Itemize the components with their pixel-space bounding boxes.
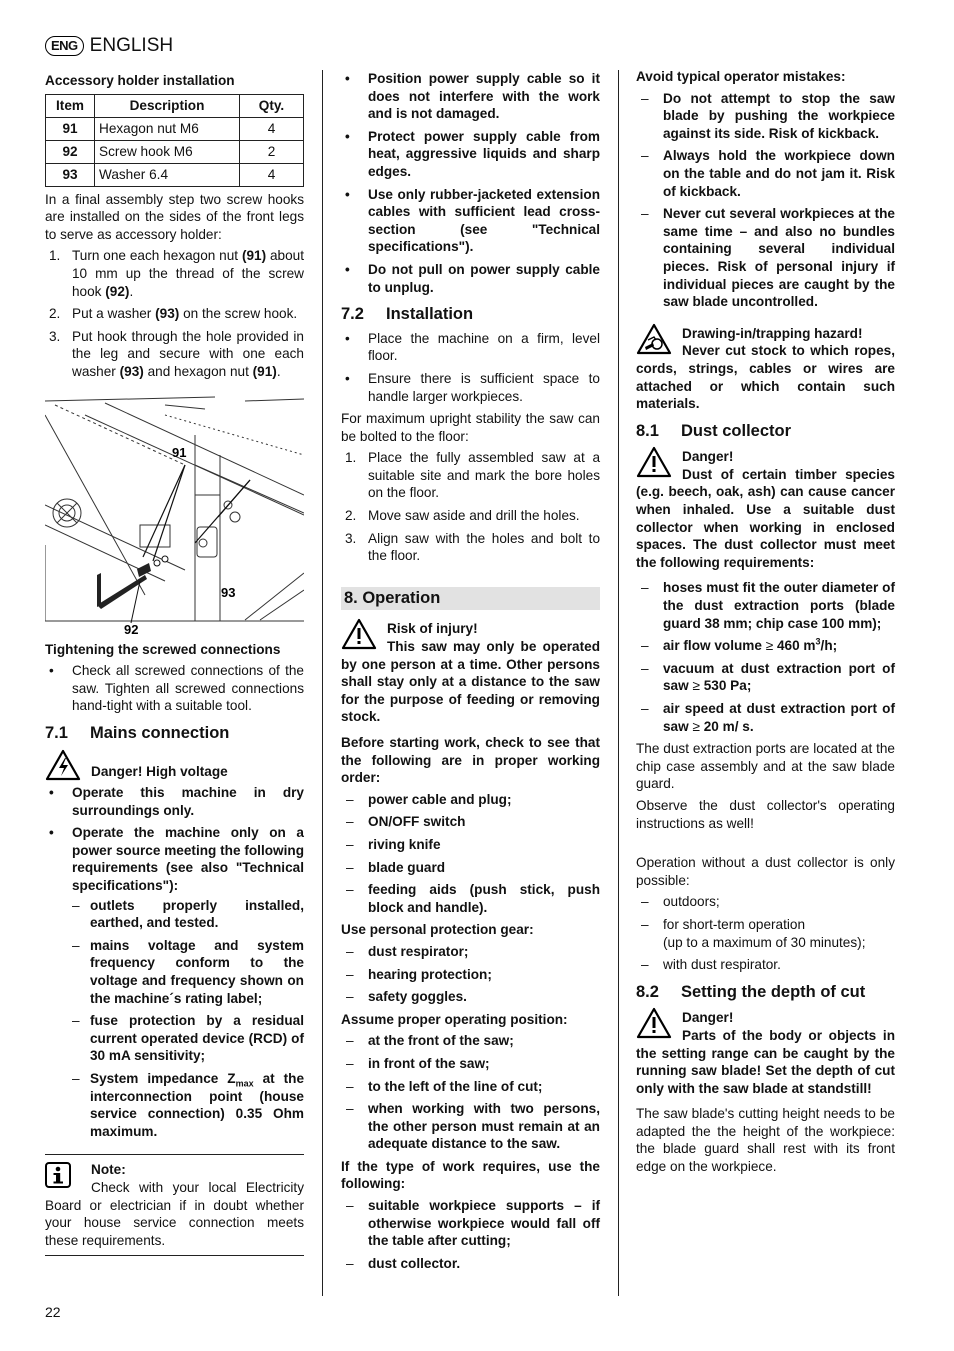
- list-item: • Operate this machine in dry surroundings only.: [49, 785, 304, 818]
- dust-warning: [636, 446, 895, 571]
- warning-title: Risk of injury!: [387, 621, 478, 637]
- list-item: – fuse protection by a residual current operated device (RCD) of 30 mA sensitivity;: [72, 1013, 304, 1064]
- step-number: 3.: [345, 530, 357, 546]
- section-heading-7-2: [341, 306, 600, 324]
- part-ref: (91): [241, 248, 267, 264]
- list-item-text: blade guard: [368, 859, 446, 875]
- list-item: – in front of the saw;: [346, 1055, 490, 1071]
- list-item-text: with dust respirator.: [663, 957, 781, 973]
- table-cell: Screw hook M6: [95, 140, 240, 163]
- position-list: [341, 1032, 600, 1153]
- part-ref: (93): [119, 363, 144, 379]
- part-ref: (91): [252, 363, 277, 379]
- ppe-heading: Use personal protection gear:: [341, 922, 534, 938]
- list-item: [45, 328, 304, 381]
- check-intro: Before starting work, check to see that the following are in proper working order:: [341, 735, 600, 786]
- step-text: Put hook through the hole provided in the leg and secure with one each washer: [72, 328, 304, 379]
- list-item: – to the left of the line of cut;: [346, 1078, 543, 1094]
- list-item-text: Place the machine on a firm, level floor.: [368, 330, 600, 364]
- depth-warning: [636, 1007, 895, 1097]
- cable-safety-list: [341, 70, 600, 296]
- list-item: – hoses must fit the outer diameter of the dust extraction ports (blade guard 38 mm; chip case 100 mm);: [641, 580, 895, 631]
- list-item: • Ensure there is sufficient space to handle larger workpieces.: [345, 370, 600, 404]
- list-item: [341, 530, 600, 565]
- page-header: [45, 36, 173, 56]
- section-heading-8-1: [636, 423, 895, 441]
- assembly-figure: [45, 395, 304, 635]
- section-heading-8-2: [636, 984, 895, 1002]
- list-item-text: to the left of the line of cut;: [368, 1078, 543, 1094]
- depth-paragraph: The saw blade's cutting height needs to be adapted the the height of the workpiece: the blade guard shall rest with its front edge on the workpiece.: [636, 1106, 895, 1175]
- column-1: [45, 66, 304, 1256]
- step-number: 1.: [49, 248, 61, 264]
- intro-paragraph: In a final assembly step two screw hooks are installed on the sides of the front legs to serve as accessory holder:: [45, 191, 304, 242]
- list-item-text: safety goggles.: [368, 989, 467, 1005]
- list-item: – air flow volume ≥ 460 $m^3/h$;: [641, 636, 838, 654]
- list-item: – mains voltage and system frequency conform to the voltage and frequency shown on the machine´s rating label;: [72, 937, 304, 1006]
- list-item: – System impedance $Z_{max}$ at the interconnection point (house service connection) 0.35 Ohm maximum.: [72, 1071, 304, 1139]
- list-item-text: Ensure there is sufficient space to handle larger workpieces.: [368, 370, 600, 404]
- without-collector-list: [636, 893, 895, 973]
- list-item-text: 460 m: [773, 638, 816, 654]
- superscript: 3: [815, 636, 821, 647]
- list-item: – Do not attempt to stop the saw blade by pushing the workpiece against its side. Risk of kickback.: [641, 90, 895, 141]
- warning-title: Danger!: [682, 449, 734, 465]
- list-item: [45, 305, 304, 323]
- list-item-text: mains voltage and system frequency conform to the voltage and frequency shown on the machine´s rating label;: [90, 937, 304, 1006]
- list-item-text: Operate this machine in dry surroundings only.: [72, 785, 304, 818]
- note-box: [45, 1154, 304, 1256]
- list-item-text: when working with two persons, the other person must remain at an adequate distance to the saw.: [368, 1101, 600, 1152]
- step-text: Turn one each hexagon nut: [72, 248, 242, 264]
- section-heading-7-1: [45, 725, 304, 743]
- tightening-list: [45, 662, 304, 715]
- list-item: – Always hold the workpiece down on the table and do not jam it. Risk of kickback.: [641, 148, 895, 199]
- table-cell: 93: [46, 163, 95, 186]
- info-icon: [45, 1162, 81, 1189]
- list-item-text: /h;: [820, 638, 838, 654]
- step-text: Align saw with the holes and bolt to the floor.: [368, 530, 600, 564]
- requirements-list: [72, 897, 304, 1141]
- column-divider-1: [322, 70, 323, 1296]
- step-number: 3.: [49, 328, 61, 344]
- observe-paragraph: Observe the dust collector's operating instructions as well!: [636, 797, 895, 831]
- symbol: ≥: [692, 718, 700, 734]
- section-number: 8.1: [636, 421, 659, 440]
- list-item-text: fuse protection by a residual current operated device (RCD) of 30 mA sensitivity;: [90, 1013, 304, 1064]
- list-item: – with dust respirator.: [641, 957, 781, 973]
- dust-requirements-list: [636, 579, 895, 735]
- trapping-hazard-icon: [636, 323, 672, 355]
- list-item: – ON/OFF switch: [346, 814, 466, 830]
- list-item-text: in front of the saw;: [368, 1055, 490, 1071]
- bolting-steps: [341, 449, 600, 565]
- section-title: Dust collector: [681, 421, 792, 440]
- step-number: 1.: [345, 450, 357, 466]
- list-item: [341, 507, 600, 525]
- list-item-text: System impedance Z: [90, 1071, 236, 1086]
- subscript: max: [235, 1078, 254, 1089]
- section-number: 7.1: [45, 723, 68, 742]
- tightening-heading: Tightening the screwed connections: [45, 641, 281, 657]
- warning-title: Danger!: [682, 1010, 734, 1026]
- language-label: ENGLISH: [89, 35, 174, 57]
- list-item-text: (up to a maximum of 30 minutes);: [663, 934, 866, 950]
- list-item: – blade guard: [346, 859, 446, 875]
- list-item-text: ON/OFF switch: [368, 814, 466, 830]
- list-item-text: air speed at dust extraction port of saw: [663, 701, 895, 734]
- list-item-text: for short-term operation: [663, 916, 806, 932]
- installation-list: [341, 330, 600, 405]
- column-2: [341, 66, 600, 1277]
- list-item-text: at the interconnection point (house service connection) 0.35 Ohm maximum.: [90, 1071, 304, 1139]
- list-item: – for short-term operation (up to a maximum of 30 minutes);: [641, 916, 866, 950]
- list-item: – dust respirator;: [346, 943, 469, 959]
- list-item-text: outdoors;: [663, 894, 720, 910]
- list-item-text: Protect power supply cable from heat, aggressive liquids and sharp edges.: [368, 128, 600, 179]
- list-item: – hearing protection;: [346, 966, 492, 982]
- list-item-text: feeding aids (push stick, push block and handle).: [368, 882, 600, 915]
- section-heading-8: 8. Operation: [341, 587, 600, 611]
- table-row: [46, 140, 304, 163]
- list-item: • Operate the machine only on a power source meeting the following requirements (see also "Technical specifications"): – outlets properly installed, earthed, and tested. – mains voltage and system frequency conform to the voltage and frequency shown on the machine´s rating label; – fuse protection by a residual current operated device (RCD) of 30 mA sensitivity; – System impedance $Z_{max}$ at the interconnection point (house service connection) 0.35 Ohm maximum.: [49, 825, 304, 1139]
- warning-title: Danger! High voltage: [91, 763, 228, 779]
- list-item: [341, 449, 600, 502]
- trapping-warning: [636, 323, 895, 413]
- list-item-text: hearing protection;: [368, 966, 492, 982]
- language-badge: ENG: [45, 36, 84, 56]
- warning-triangle-icon: [636, 1007, 672, 1039]
- warning-text: Never cut stock to which ropes, cords, strings, cables or wires are attached or which contain such materials.: [636, 343, 895, 412]
- accessory-holder-heading: Accessory holder installation: [45, 73, 235, 88]
- list-item: • Do not pull on power supply cable to unplug.: [345, 261, 600, 295]
- list-item-text: hoses must fit the outer diameter of the dust extraction ports (blade guard 38 mm; chip case 100 mm);: [663, 580, 895, 631]
- list-item-text: Do not pull on power supply cable to unplug.: [368, 261, 600, 295]
- worktype-list: [341, 1197, 600, 1272]
- step-text: Place the fully assembled saw at a suitable site and mark the bore holes on the floor.: [368, 450, 600, 501]
- list-item-text: at the front of the saw;: [368, 1033, 514, 1049]
- list-item: • Check all screwed connections of the saw. Tighten all screwed connections hand-tight with a suitable tool.: [49, 663, 304, 714]
- mistakes-heading: Avoid typical operator mistakes:: [636, 69, 846, 84]
- list-item-text: Always hold the workpiece down on the table and do not jam it. Risk of kickback.: [663, 148, 895, 199]
- list-item: – outdoors;: [641, 894, 720, 910]
- list-item-text: 20 m/ s.: [699, 718, 754, 734]
- list-item-text: riving knife: [368, 836, 441, 852]
- warning-text: This saw may only be operated by one person at a time. Other persons shall stay only at a distance to the saw for the purpose of feeding or removing stock.: [341, 639, 600, 725]
- list-item: – outlets properly installed, earthed, and tested.: [72, 897, 304, 931]
- list-item: – feeding aids (push stick, push block and handle).: [346, 882, 600, 915]
- list-item-text: Operate the machine only on a power source meeting the following requirements (see also "Technical specifications"):: [72, 825, 304, 894]
- list-item-text: Position power supply cable so it does not interfere with the work and is not damaged.: [368, 71, 600, 122]
- list-item-text: vacuum at dust extraction port of saw: [663, 660, 895, 694]
- step-number: 2.: [49, 306, 61, 322]
- mains-list: [45, 784, 304, 1140]
- high-voltage-icon: [45, 749, 81, 781]
- table-row: [46, 117, 304, 140]
- list-item: – when working with two persons, the other person must remain at an adequate distance to the saw.: [346, 1101, 600, 1152]
- parts-table: [45, 94, 304, 187]
- list-item: • Position power supply cable so it does not interfere with the work and is not damaged.: [345, 71, 600, 122]
- list-item-text: Check all screwed connections of the saw. Tighten all screwed connections hand-tight with a suitable tool.: [72, 663, 304, 714]
- ppe-list: [341, 943, 600, 1006]
- table-header: Item: [46, 94, 95, 117]
- list-item: • Place the machine on a firm, level floor.: [345, 330, 600, 364]
- list-item: – dust collector.: [346, 1255, 461, 1271]
- note-text: Check with your local Electricity Board or electrician if in doubt whether your house service connection meets these requirements.: [45, 1179, 304, 1248]
- step-text: and hexagon nut: [143, 363, 253, 379]
- list-item-text: power cable and plug;: [368, 791, 512, 807]
- assembly-steps: [45, 247, 304, 380]
- list-item-text: 530 Pa;: [699, 678, 752, 694]
- label-92: 92: [124, 621, 139, 635]
- list-item-text: suitable workpiece supports – if otherwise workpiece would fall off the table after cutting;: [368, 1198, 600, 1249]
- table-cell: Washer 6.4: [95, 163, 240, 186]
- mistakes-list: [636, 90, 895, 311]
- warning-text: Dust of certain timber species (e.g. beech, oak, ash) can cause cancer when inhaled. Use a suitable dust collector when working in enclosed spaces. The dust collector must meet the following requirements:: [636, 466, 895, 570]
- table-header: Qty.: [240, 94, 304, 117]
- step-text: .: [276, 363, 281, 379]
- step-text: on the screw hook.: [179, 306, 298, 322]
- list-item: – suitable workpiece supports – if otherwise workpiece would fall off the table after cutting;: [346, 1198, 600, 1249]
- warning-text: Parts of the body or objects in the setting range can be caught by the running saw blade! Set the depth of cut only with the saw blade at standstill!: [636, 1027, 895, 1096]
- table-header: Description: [95, 94, 240, 117]
- list-item-text: air flow volume: [663, 638, 766, 654]
- ports-paragraph: The dust extraction ports are located at the chip case assembly and at the saw blade guard.: [636, 741, 895, 792]
- list-item: • Use only rubber-jacketed extension cables with sufficient lead cross-section (see "Technical specifications").: [345, 186, 600, 255]
- section-number: 7.2: [341, 305, 364, 324]
- step-text: .: [129, 283, 134, 299]
- list-item: [45, 247, 304, 300]
- symbol: ≥: [765, 638, 774, 654]
- section-title: Mains connection: [90, 723, 230, 742]
- warning-title: Drawing-in/trapping hazard!: [682, 325, 863, 341]
- page-number: 22: [45, 1304, 61, 1320]
- list-item: – power cable and plug;: [346, 791, 512, 807]
- list-item: – riving knife: [346, 836, 441, 852]
- list-item-text: Never cut several workpieces at the same time – and also no bundles containing several individual pieces. Risk of personal injury if individual pieces are caught by the saw blade uncontrolled.: [663, 206, 895, 310]
- step-text: Move saw aside and drill the holes.: [368, 508, 580, 524]
- installation-paragraph: For maximum upright stability the saw can be bolted to the floor:: [341, 411, 600, 444]
- list-item-text: outlets properly installed, earthed, and tested.: [90, 897, 304, 931]
- table-cell: 4: [240, 117, 304, 140]
- list-item-text: dust respirator;: [368, 943, 469, 959]
- position-heading: Assume proper operating position:: [341, 1011, 568, 1027]
- hook-assembly-drawing: [45, 395, 304, 635]
- section-title: Setting the depth of cut: [681, 982, 866, 1001]
- without-collector-paragraph: Operation without a dust collector is only possible:: [636, 855, 895, 888]
- list-item: – at the front of the saw;: [346, 1033, 514, 1049]
- injury-warning: [341, 618, 600, 726]
- step-number: 2.: [345, 508, 357, 524]
- table-row: [46, 163, 304, 186]
- symbol: ≥: [692, 678, 700, 694]
- label-93: 93: [221, 584, 236, 600]
- list-item: – vacuum at dust extraction port of saw ≥ 530 Pa;: [641, 660, 895, 694]
- step-text: about 10 mm up the thread of the screw hook: [72, 248, 304, 299]
- part-ref: (93): [155, 306, 180, 322]
- table-cell: 91: [46, 117, 95, 140]
- table-cell: 92: [46, 140, 95, 163]
- table-cell: Hexagon nut M6: [95, 117, 240, 140]
- list-item: • Protect power supply cable from heat, aggressive liquids and sharp edges.: [345, 128, 600, 179]
- column-3: [636, 66, 895, 1180]
- list-item-text: Do not attempt to stop the saw blade by pushing the workpiece against its side. Risk of kickback.: [663, 90, 895, 141]
- warning-triangle-icon: [636, 446, 672, 478]
- part-ref: (92): [105, 283, 130, 299]
- step-text: Put a washer: [72, 306, 156, 322]
- warning-triangle-icon: [341, 618, 377, 650]
- section-number: 8.2: [636, 982, 659, 1001]
- list-item: – safety goggles.: [346, 989, 467, 1005]
- section-title: Installation: [386, 305, 474, 324]
- worktype-heading: If the type of work requires, use the following:: [341, 1158, 600, 1192]
- list-item-text: Use only rubber-jacketed extension cables with sufficient lead cross-section (see "Technical specifications").: [368, 186, 600, 255]
- note-title: Note:: [91, 1162, 126, 1178]
- list-item: – Never cut several workpieces at the same time – and also no bundles containing several individual pieces. Risk of personal injury if individual pieces are caught by the saw blade uncontrolled.: [641, 206, 895, 310]
- column-divider-2: [618, 70, 619, 1296]
- table-cell: 2: [240, 140, 304, 163]
- label-91: 91: [172, 444, 187, 460]
- list-item: – air speed at dust extraction port of saw ≥ 20 m/ s.: [641, 701, 895, 734]
- table-cell: 4: [240, 163, 304, 186]
- check-list: [341, 791, 600, 917]
- high-voltage-warning: [45, 749, 304, 781]
- list-item-text: dust collector.: [368, 1255, 461, 1271]
